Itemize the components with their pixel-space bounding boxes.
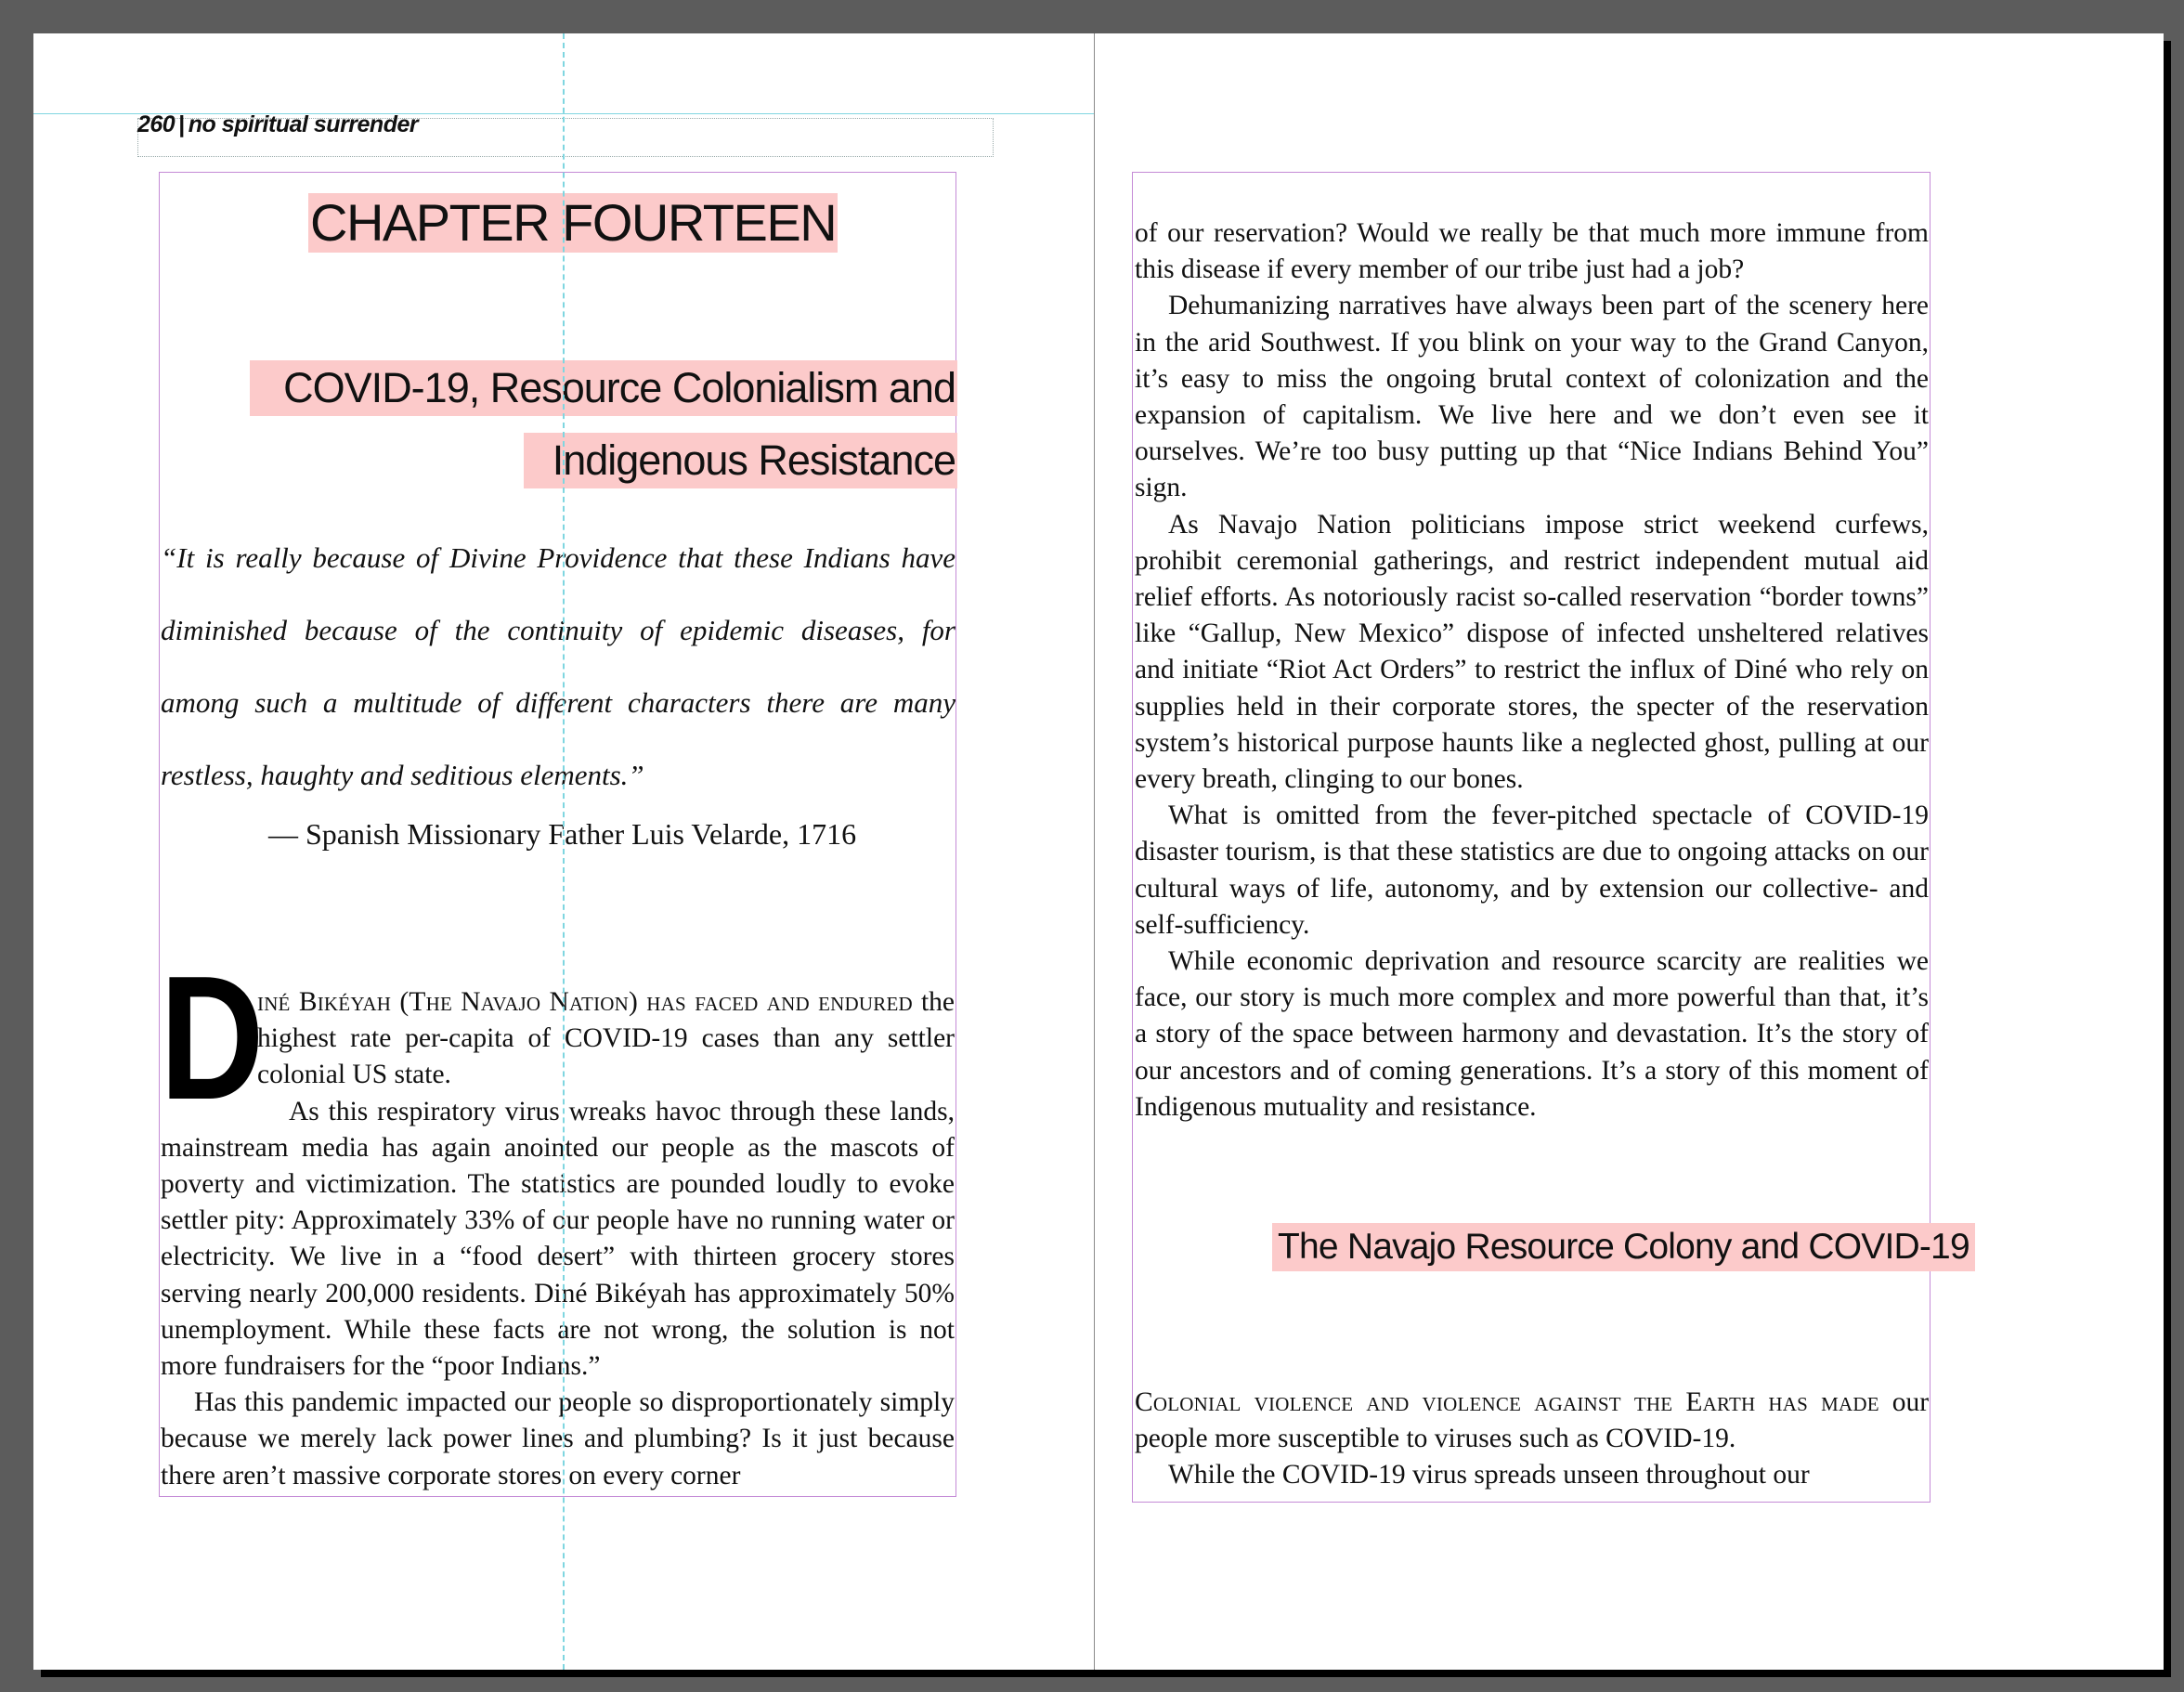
chapter-title-line-1: COVID-19, Resource Colonialism and xyxy=(250,360,957,416)
vertical-guide[interactable] xyxy=(563,33,565,1670)
lead-in-smallcaps: iné Bikéyah (The Navajo Nation) has faced and endured xyxy=(257,987,913,1017)
right-paragraph-3: What is omitted from the fever-pitched spectacle of COVID-19 disaster tourism, is that these statistics are due to ongoing attacks on our cultural ways of life, autonomy, and by extension our collective- and self-sufficiency. xyxy=(1135,800,1929,940)
chapter-title-line-2: Indigenous Resistance xyxy=(524,433,957,488)
chapter-label: CHAPTER FOURTEEN xyxy=(310,193,837,252)
right-body-text-2 xyxy=(1135,1385,1929,1494)
page-number: 260 xyxy=(137,111,176,137)
paragraph-1-rest: the highest rate per-capita of COVID-19 cases than any settler colonial US state. xyxy=(257,987,956,1090)
left-body-text xyxy=(161,984,955,1494)
page-spread[interactable] xyxy=(33,33,2164,1670)
right-paragraph-4: While economic deprivation and resource scarcity are realities we face, our story is much more complex and more powerful than that, it’s a story of the space between harmony and devastation. It’s the story of our ancestors and of coming generations. It’s a story of this moment of Indigenous mutuality and resistance. xyxy=(1135,946,1929,1122)
epigraph-quote: “It is really because of Divine Providence that these Indians have diminished because of the continuity of epidemic diseases, for among such a multitude of different characters there are many restless, haughty and seditious elements.” xyxy=(161,541,956,791)
running-head xyxy=(137,111,418,138)
paragraph-lead xyxy=(257,984,955,1094)
running-head-title: no spiritual surrender xyxy=(188,111,419,137)
paragraph-3: Has this pandemic impacted our people so disproportionately simply because we merely lack power lines and plumbing? Is it just because there aren’t massive corporate stores on every corner xyxy=(161,1387,955,1490)
right-paragraph-1: Dehumanizing narratives have always been part of the scenery here in the arid Southwest. If you blink on your way to the Grand Canyon, it’s easy to miss the ongoing brutal context of colonization and the expansion of capitalism. We live here and we don’t even see it ourselves. We’re too busy putting up that “Nice Indians Behind You” sign. xyxy=(1135,291,1929,503)
right-paragraph-5-rest: our people more susceptible to viruses such as COVID-19. xyxy=(1135,1387,1930,1454)
right-body-text xyxy=(1135,215,1929,1126)
epigraph-attribution: — Spanish Missionary Father Luis Velarde, 1716 xyxy=(268,817,857,851)
section-subhead: The Navajo Resource Colony and COVID-19 xyxy=(1272,1223,1975,1271)
right-paragraph-5 xyxy=(1135,1385,1929,1457)
right-paragraph-0: of our reservation? Would we really be that much more immune from this disease if every member of our tribe just had a job? xyxy=(1135,218,1929,285)
running-head-separator: | xyxy=(178,111,185,137)
drop-cap: D xyxy=(160,940,265,1137)
right-paragraph-6: While the COVID-19 virus spreads unseen throughout our xyxy=(1168,1460,1810,1490)
right-paragraph-2: As Navajo Nation politicians impose strict weekend curfews, prohibit ceremonial gatherings, and restrict independent mutual aid relief efforts. As notoriously racist so-called reservation “border towns” like “Gallup, New Mexico” dispose of infected unsheltered relatives and initiate “Riot Act Orders” to restrict the influx of Diné who rely on supplies held in their corporate stores, the specter of the reservation system’s historical purpose haunts like a neglected ghost, pulling at our every breath, clinging to our bones. xyxy=(1135,509,1929,795)
section-lead-in-smallcaps: Colonial violence and violence against the Earth has made xyxy=(1135,1387,1879,1417)
paragraph-2: As this respiratory virus wreaks havoc through these lands, mainstream media has again anointed our people as the mascots of poverty and victimization. The statistics are pounded loudly to evoke settler pity: Approximately 33% of our people have no running water or electricity. We live in a “food desert” with thirteen grocery stores serving nearly 200,000 residents. Diné Bikéyah has approximately 50% unemployment. While these facts are not wrong, the solution is not more fundraisers for the “poor Indians.” xyxy=(161,1096,955,1382)
